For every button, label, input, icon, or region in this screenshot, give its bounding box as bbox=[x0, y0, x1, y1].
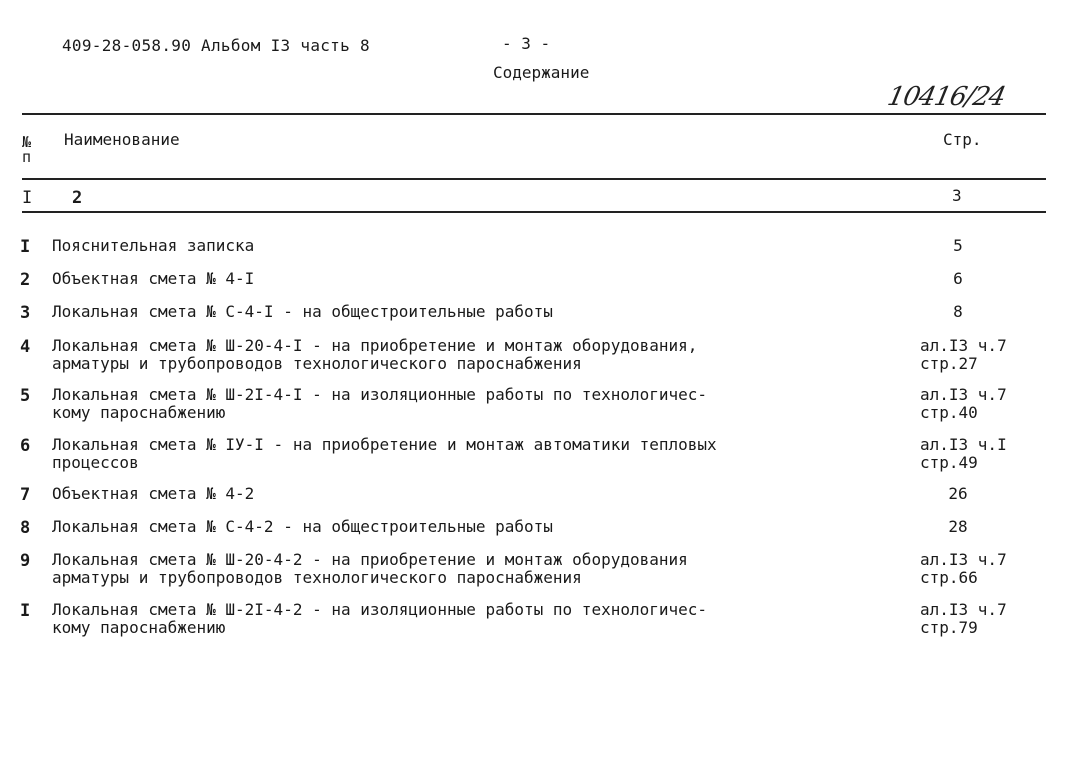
row-page-ref: 26 bbox=[948, 484, 968, 503]
section-page: 3 bbox=[952, 186, 962, 205]
row-page-ref: ал.I3 ч.7 стр.66 bbox=[920, 550, 1007, 587]
row-number: I bbox=[20, 237, 31, 257]
row-title: Локальная смета № Ш-2I-4-I - на изоляционные работы по технологичес- кому пароснабжению bbox=[52, 385, 708, 422]
row-page-ref: ал.I3 ч.7 стр.27 bbox=[920, 336, 1007, 373]
column-header-number: № п bbox=[22, 133, 32, 166]
row-number: 2 bbox=[20, 270, 31, 290]
row-number: 6 bbox=[20, 436, 31, 456]
column-header-name: Наименование bbox=[64, 130, 180, 149]
handwritten-stamp: 10416/24 bbox=[884, 82, 1008, 112]
row-page-ref: ал.I3 ч.7 стр.40 bbox=[920, 385, 1007, 422]
row-title: Объектная смета № 4-2 bbox=[52, 484, 255, 503]
row-number: I bbox=[20, 601, 31, 621]
top-rule bbox=[22, 113, 1046, 115]
page-number: - 3 - bbox=[502, 34, 551, 53]
row-page-ref: 6 bbox=[953, 269, 963, 288]
row-page-ref: 28 bbox=[948, 517, 968, 536]
column-header-page: Стр. bbox=[943, 130, 982, 149]
row-page-ref: ал.I3 ч.I стр.49 bbox=[920, 435, 1007, 472]
row-number: 9 bbox=[20, 551, 31, 571]
row-title: Локальная смета № Ш-20-4-2 - на приобретение и монтаж оборудования арматуры и трубопроводов технологического пароснабжения bbox=[52, 550, 688, 587]
row-title: Локальная смета № Ш-20-4-I - на приобретение и монтаж оборудования, арматуры и трубопроводов технологического пароснабжения bbox=[52, 336, 698, 373]
row-number: 8 bbox=[20, 518, 31, 538]
row-number: 3 bbox=[20, 303, 31, 323]
row-title: Локальная смета № IУ-I - на приобретение и монтаж автоматики тепловых процессов bbox=[52, 435, 717, 472]
row-number: 5 bbox=[20, 386, 31, 406]
row-title: Локальная смета № С-4-2 - на общестроительные работы bbox=[52, 517, 553, 536]
row-page-ref: 5 bbox=[953, 236, 963, 255]
row-page-ref: ал.I3 ч.7 стр.79 bbox=[920, 600, 1007, 637]
row-title: Объектная смета № 4-I bbox=[52, 269, 255, 288]
row-title: Локальная смета № С-4-I - на общестроительные работы bbox=[52, 302, 553, 321]
row-number: 4 bbox=[20, 337, 31, 357]
header-rule bbox=[22, 178, 1046, 180]
row-title: Локальная смета № Ш-2I-4-2 - на изоляционные работы по технологичес- кому пароснабжению bbox=[52, 600, 708, 637]
row-title: Пояснительная записка bbox=[52, 236, 255, 255]
page-title: Содержание bbox=[493, 63, 590, 82]
document-code: 409-28-058.90 Альбом I3 часть 8 bbox=[62, 36, 370, 55]
section-number: I bbox=[22, 188, 33, 208]
row-number: 7 bbox=[20, 485, 31, 505]
row-page-ref: 8 bbox=[953, 302, 963, 321]
section-rule bbox=[22, 211, 1046, 213]
section-name: 2 bbox=[72, 188, 83, 208]
